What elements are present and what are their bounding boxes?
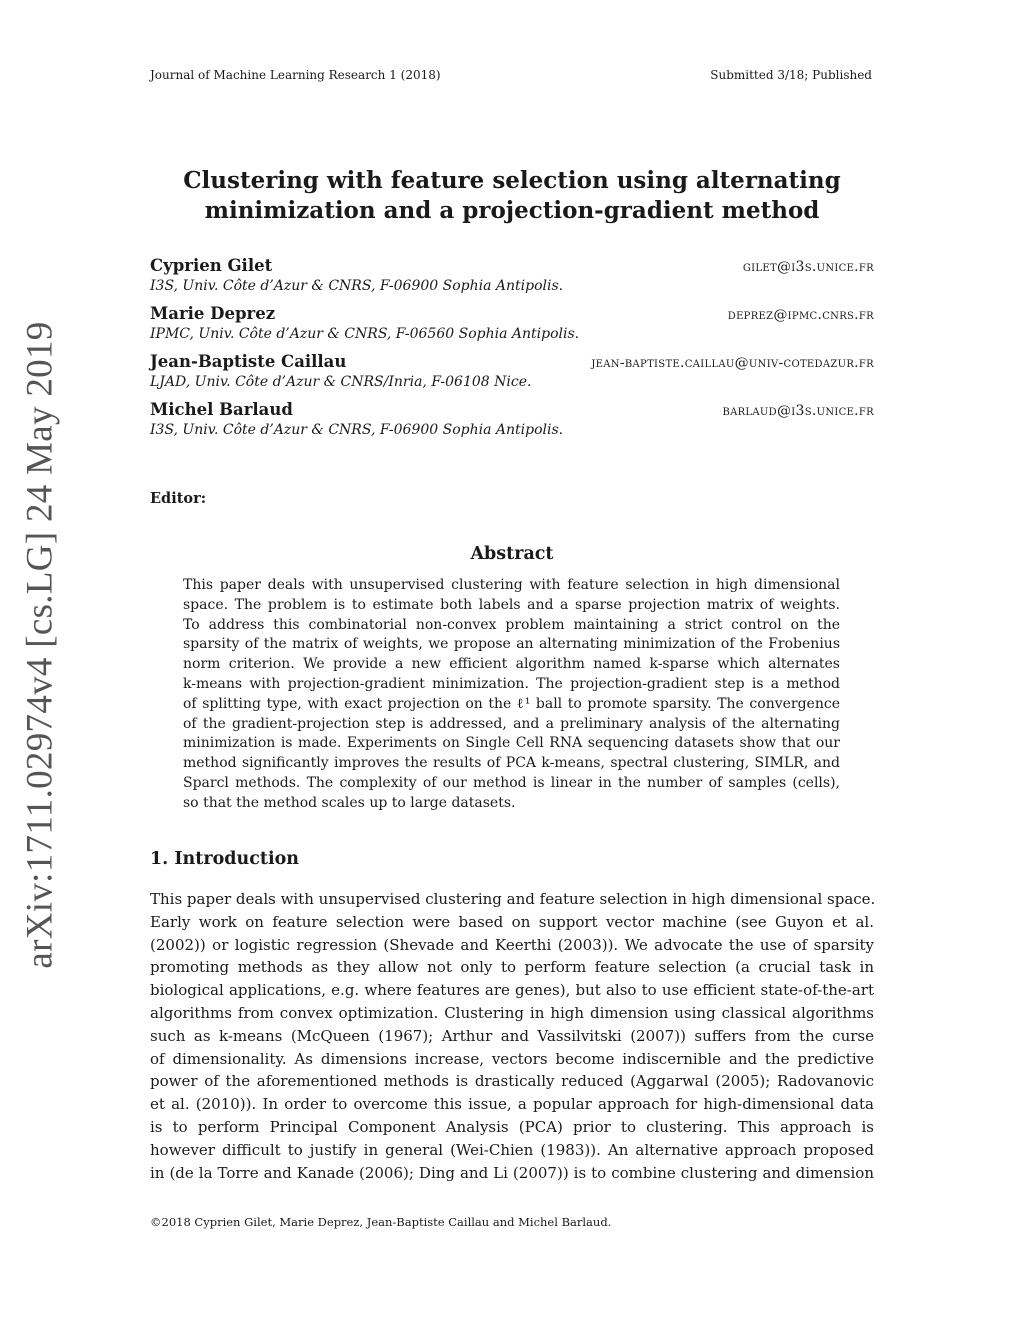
abstract-line: space. The problem is to estimate both labels and a sparse projection matrix of weights. <box>183 596 840 613</box>
journal-header: Journal of Machine Learning Research 1 (2018) <box>150 68 441 82</box>
abstract-line: minimization is made. Experiments on Single Cell RNA sequencing datasets show that our <box>183 735 840 752</box>
author-name: Marie Deprez <box>150 304 276 323</box>
abstract-line: method significantly improves the results of PCA k-means, spectral clustering, SIMLR, and <box>183 755 840 772</box>
body-line: is to perform Principal Component Analysis (PCA) prior to clustering. This approach is <box>150 1117 874 1136</box>
body-line: promoting methods as they allow not only to perform feature selection (a crucial task in <box>150 958 874 977</box>
submission-info: Submitted 3/18; Published <box>710 68 872 82</box>
author-block <box>150 352 874 392</box>
abstract-body <box>183 576 840 814</box>
abstract-line: of splitting type, with exact projection on the ℓ¹ ball to promote sparsity. The convergence <box>183 695 840 712</box>
author-name: Michel Barlaud <box>150 400 293 419</box>
author-email: barlaud@i3s.unice.fr <box>722 403 874 419</box>
copyright-footer: ©2018 Cyprien Gilet, Marie Deprez, Jean-Baptiste Caillau and Michel Barlaud. <box>150 1215 612 1229</box>
abstract-heading: Abstract <box>470 544 554 564</box>
abstract-line: Sparcl methods. The complexity of our method is linear in the number of samples (cells), <box>183 774 840 791</box>
arxiv-identifier: arXiv:1711.02974v4 [cs.LG] 24 May 2019 <box>19 321 61 969</box>
author-block <box>150 400 874 440</box>
abstract-line: norm criterion. We provide a new efficient algorithm named k-sparse which alternates <box>183 656 840 673</box>
author-email: gilet@i3s.unice.fr <box>742 259 874 275</box>
body-line: however difficult to justify in general (Wei-Chien (1983)). An alternative approach proposed <box>150 1140 874 1159</box>
author-affiliation: IPMC, Univ. Côte d’Azur & CNRS, F-06560 Sophia Antipolis. <box>150 326 580 342</box>
body-line: (2002)) or logistic regression (Shevade and Keerthi (2003)). We advocate the use of sparsity <box>150 935 874 954</box>
introduction-body <box>150 888 874 1184</box>
author-block <box>150 256 874 296</box>
body-line: Early work on feature selection were based on support vector machine (see Guyon et al. <box>150 912 874 931</box>
paper-title <box>0 166 1024 226</box>
body-line: algorithms from convex optimization. Clustering in high dimension using classical algorithms <box>150 1003 874 1022</box>
body-line: power of the aforementioned methods is drastically reduced (Aggarwal (2005); Radovanovic <box>150 1072 874 1091</box>
body-line: in (de la Torre and Kanade (2006); Ding and Li (2007)) is to combine clustering and dimension <box>150 1163 874 1182</box>
abstract-line: k-means with projection-gradient minimization. The projection-gradient step is a method <box>183 675 840 692</box>
body-line: This paper deals with unsupervised clustering and feature selection in high dimensional space. <box>150 890 876 908</box>
body-line: biological applications, e.g. where features are genes), but also to use efficient state-of-the-art <box>150 981 874 1000</box>
body-line: such as k-means (McQueen (1967); Arthur and Vassilvitski (2007)) suffers from the curse <box>150 1026 874 1045</box>
arxiv-stamp <box>10 321 70 969</box>
author-email: deprez@ipmc.cnrs.fr <box>727 307 874 323</box>
author-affiliation: I3S, Univ. Côte d’Azur & CNRS, F-06900 Sophia Antipolis. <box>150 278 564 294</box>
editor-label: Editor: <box>150 490 207 507</box>
author-block <box>150 304 874 344</box>
abstract-line: so that the method scales up to large datasets. <box>183 794 516 811</box>
body-line: of dimensionality. As dimensions increase, vectors become indiscernible and the predictive <box>150 1049 874 1068</box>
author-affiliation: I3S, Univ. Côte d’Azur & CNRS, F-06900 Sophia Antipolis. <box>150 422 564 438</box>
abstract-line: sparsity of the matrix of weights, we propose an alternating minimization of the Frobenius <box>183 636 840 653</box>
abstract-line: of the gradient-projection step is addressed, and a preliminary analysis of the alternating <box>183 715 840 732</box>
author-name: Jean-Baptiste Caillau <box>150 352 347 371</box>
author-affiliation: LJAD, Univ. Côte d’Azur & CNRS/Inria, F-06108 Nice. <box>150 374 532 390</box>
section-heading-introduction: 1. Introduction <box>150 849 299 869</box>
body-line: et al. (2010)). In order to overcome this issue, a popular approach for high-dimensional data <box>150 1095 874 1114</box>
title-line: minimization and a projection-gradient method <box>204 197 820 224</box>
abstract-line: This paper deals with unsupervised clustering with feature selection in high dimensional <box>183 577 840 593</box>
author-name: Cyprien Gilet <box>150 256 273 275</box>
author-list <box>150 256 874 448</box>
abstract-line: To address this combinatorial non-convex problem maintaining a strict control on the <box>183 616 840 633</box>
title-line: Clustering with feature selection using alternating <box>183 167 841 194</box>
author-email: jean-baptiste.caillau@univ-cotedazur.fr <box>591 355 874 371</box>
